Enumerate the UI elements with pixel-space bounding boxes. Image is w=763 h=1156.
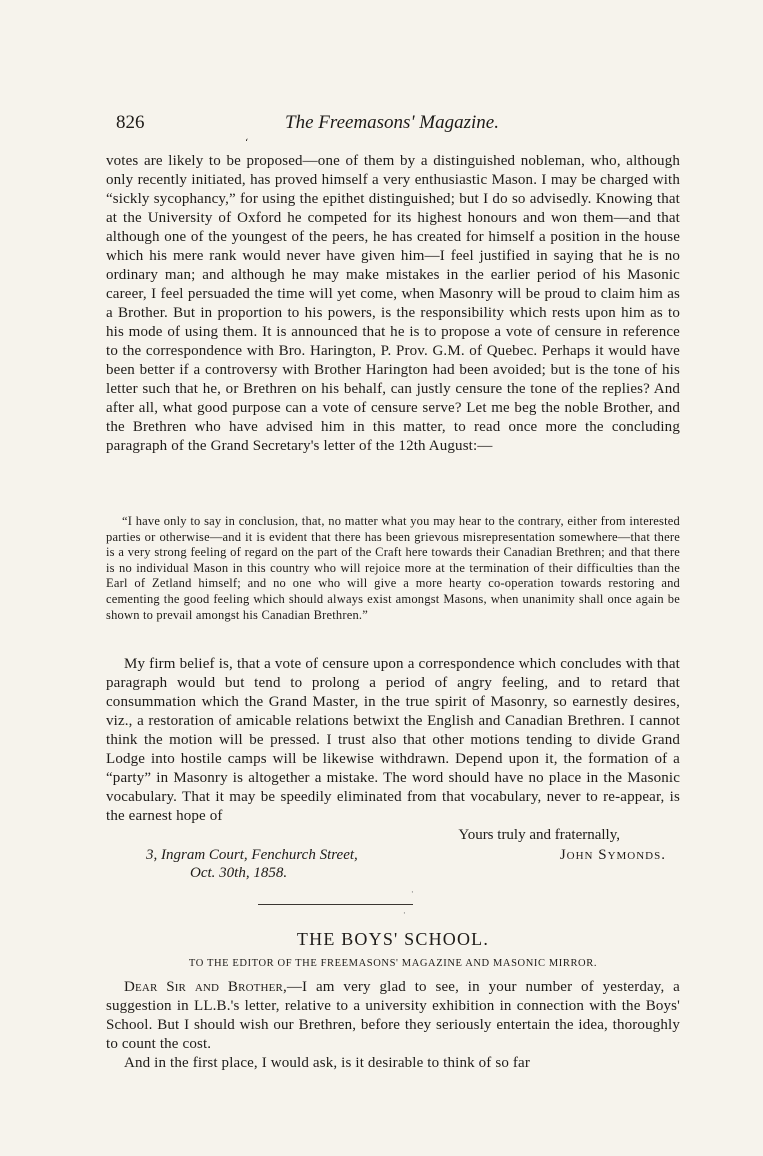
article-paragraph-2: And in the first place, I would ask, is it desirable to think of so far: [124, 1055, 530, 1071]
letter-body: [106, 152, 680, 456]
quoted-passage: [106, 514, 680, 623]
article-addressee: TO THE EDITOR OF THE FREEMASONS' MAGAZINE AND MASONIC MIRROR.: [188, 958, 598, 969]
signature: John Symonds.: [559, 847, 666, 863]
section-divider: [258, 904, 413, 905]
letter-paragraph-2: My firm belief is, that a vote of censure upon a correspondence which concludes with that paragraph would but tend to prolong a period of angry feeling, and to retard that consummation which the Grand Master, in the true spirit of Masonry, so earnestly desires, viz., a restoration of amicable relations betwixt the English and Canadian Brethren. I cannot think the motion will be pressed. I trust also that other motions tending to divide Grand Lodge into hostile camps will be likewise withdrawn. Depend upon it, the formation of a “party” in Masonry is altogether a mistake. The word should have no place in the Masonic vocabulary. That it may be speedily eliminated from that vocabulary, never to re-appear, is the earnest hope of: [106, 656, 680, 824]
journal-title: The Freemasons' Magazine.: [285, 112, 499, 133]
printer-mark-top: ·: [411, 888, 414, 898]
article-title: THE BOYS' SCHOOL.: [296, 929, 490, 949]
grand-secretary-quote: “I have only to say in conclusion, that, no matter what you may hear to the contrary, either from interested parties or otherwise—and it is evident that there has been grievous misrepresentation somewhere—that there is a very strong feeling of regard on the part of the Craft here towards their Canadian Brethren; and that there is no individual Mason in this country who will rejoice more at the termination of their difficulties than the Earl of Zetland himself; and no one who will give a more hearty co-operation towards restoring and cementing the good feeling which should always exist amongst Masons, when unanimity shall once again be shown to prevail amongst his Canadian Brethren.”: [106, 514, 680, 622]
printer-mark-bottom: ·: [403, 909, 406, 919]
printer-mark: ‘: [245, 138, 249, 149]
running-head: [102, 112, 682, 136]
sender-address: 3, Ingram Court, Fenchurch Street,: [146, 847, 358, 863]
article-paragraph-1-text: —I am very glad to see, in your number of yesterday, a suggestion in LL.B.'s letter, relative to a university exhibition in connection with the Boys' School. But I should wish our Brethren, before they seriously entertain the idea, thoroughly to count the cost.: [106, 979, 680, 1052]
valediction: Yours truly and fraternally,: [458, 827, 620, 843]
page-number: 826: [116, 112, 145, 133]
article-paragraph-1: [106, 978, 680, 1054]
salutation: Dear Sir and Brother,: [124, 979, 287, 995]
letter-body-continued: [106, 655, 680, 826]
letter-paragraph-1: votes are likely to be proposed—one of them by a distinguished nobleman, who, although only recently initiated, has proved himself a very enthusiastic Mason. I may be charged with “sickly sycophancy,” for using the epithet distinguished; but I do so advisedly. Knowing that at the University of Oxford he competed for its highest honours and won them—and that although one of the youngest of the peers, he has created for himself a position in the house which his mere rank would never have given him—I feel justified in saying that he is no ordinary man; and although he may make mistakes in the earlier period of his Masonic career, I feel persuaded the time will yet come, when Masonry will be proud to claim him as a Brother. But in proportion to his powers, is the responsibility which rests upon him as to his mode of using them. It is announced that he is to propose a vote of censure in reference to the correspondence with Bro. Harington, P. Prov. G.M. of Quebec. Perhaps it would have been better if a controversy with Brother Harington had been avoided; but is the tone of his letter such that he, or Brethren on his behalf, can justly censure the tone of the replies? And after all, what good purpose can a vote of censure serve? Let me beg the noble Brother, and the Brethren who have advised him in this matter, to read once more the concluding paragraph of the Grand Secretary's letter of the 12th August:—: [106, 153, 680, 454]
letter-date: Oct. 30th, 1858.: [190, 865, 288, 881]
article-body: [106, 978, 680, 1073]
